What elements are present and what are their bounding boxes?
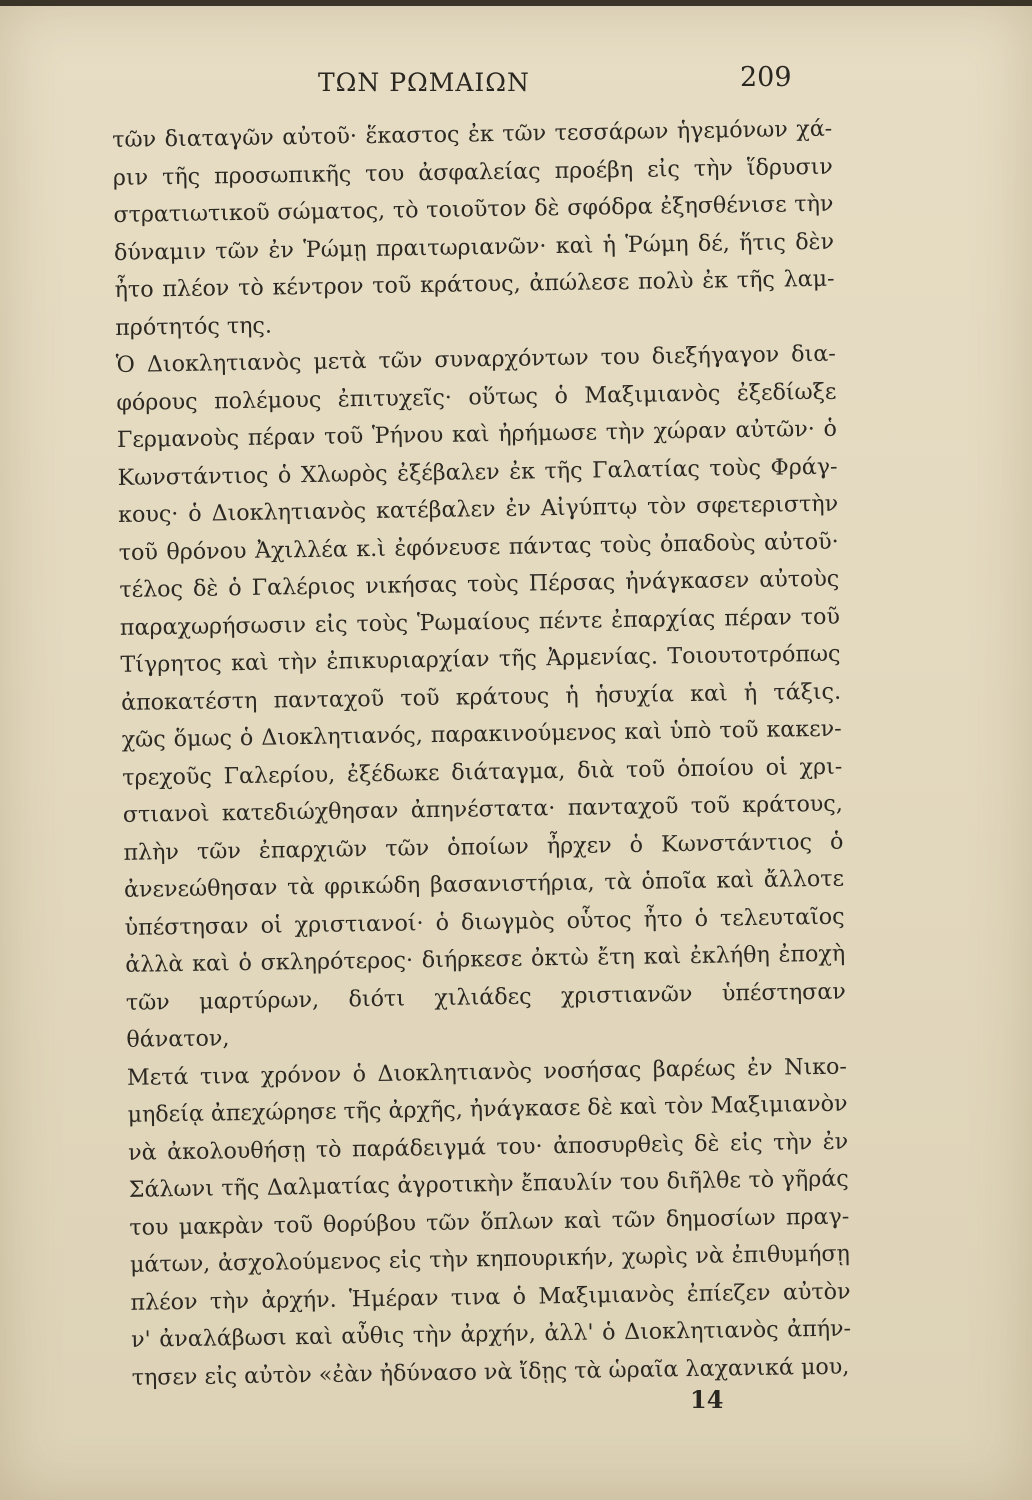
text-line: Κωνστάντιος ὁ Χλωρὸς ἐξέβαλεν ἐκ τῆς Γαλατίας τοὺς Φράγ-: [117, 453, 838, 491]
text-line: ριν τῆς προσωπικῆς του ἀσφαλείας προέβη εἰς τὴν ἵδρυσιν: [112, 153, 833, 191]
text-line: τῶν μαρτύρων, διότι χιλιάδες χριστιανῶν ὑπέστησαν: [125, 978, 846, 1016]
text-line: δύναμιν τῶν ἐν Ῥώμῃ πραιτωριανῶν· καὶ ἡ Ῥώμη δέ, ἥτις δὲν: [113, 228, 835, 266]
running-head-title: ΤΩΝ ΡΩΜΑΙΩΝ: [318, 68, 530, 97]
text-line: ἀποκατέστη πανταχοῦ τοῦ κράτους ἡ ἡσυχία καὶ ἡ τάξις.: [120, 678, 842, 716]
running-head: [0, 58, 1032, 98]
text-line: ἀλλὰ καὶ ὁ σκληρότερος· διήρκεσε ὀκτὼ ἔτη καὶ ἐκλήθη ἐποχὴ: [125, 940, 846, 978]
text-line: νὰ ἀκολουθήσῃ τὸ παράδειγμά του· ἀποσυρθεὶς δὲ εἰς τὴν ἐν: [127, 1128, 849, 1166]
text-line: παραχωρήσωσιν εἰς τοὺς Ῥωμαίους πέντε ἐπαρχίας πέραν τοῦ: [119, 603, 841, 641]
text-line: Γερμανοὺς πέραν τοῦ Ῥήνου καὶ ἠρήμωσε τὴν χώραν αὐτῶν· ὁ: [116, 415, 838, 453]
text-line: πρότητός της.: [115, 312, 273, 341]
page-number: 209: [740, 62, 792, 93]
text-line: ἀνενεώθησαν τὰ φρικώδη βασανιστήρια, τὰ ὁποῖα καὶ ἄλλοτε: [123, 865, 845, 903]
text-line: πλὴν τῶν ἐπαρχιῶν τῶν ὁποίων ἦρχεν ὁ Κωνστάντιος ὁ: [123, 828, 844, 866]
text-line: φόρους πολέμους ἐπιτυχεῖς· οὕτως ὁ Μαξιμιανὸς ἐξεδίωξε: [116, 378, 837, 416]
text-line: Ὁ Διοκλητιανὸς μετὰ τῶν συναρχόντων του διεξήγαγον δια-: [115, 340, 836, 378]
text-line: ὑπέστησαν οἱ χριστιανοί· ὁ διωγμὸς οὗτος ἦτο ὁ τελευταῖος: [124, 903, 845, 941]
text-line: θάνατον,: [126, 1025, 230, 1053]
text-line: μάτων, ἀσχολούμενος εἰς τὴν κηπουρικήν, χωρὶς νὰ ἐπιθυμήσῃ: [129, 1240, 851, 1278]
text-line: πλέον τὴν ἀρχήν. Ἡμέραν τινα ὁ Μαξιμιανὸς ἐπίεζεν αὐτὸν: [130, 1278, 851, 1316]
text-line: χῶς ὅμως ὁ Διοκλητιανός, παρακινούμενος καὶ ὑπὸ τοῦ κακεν-: [121, 715, 842, 753]
body-text: [112, 111, 852, 1397]
text-line: Σάλωνι τῆς Δαλματίας ἀγροτικὴν ἔπαυλίν του διῆλθε τὸ γῆράς: [128, 1165, 849, 1203]
text-line: τοῦ θρόνου Ἀχιλλέα κ.ὶ ἐφόνευσε πάντας τοὺς ὀπαδοὺς αὐτοῦ·: [118, 528, 839, 566]
signature-mark: 14: [690, 1385, 724, 1414]
text-line: τρεχοῦς Γαλερίου, ἐξέδωκε διάταγμα, διὰ τοῦ ὁποίου οἱ χρι-: [122, 753, 843, 791]
text-line: μηδείᾳ ἀπεχώρησε τῆς ἀρχῆς, ἠνάγκασε δὲ καὶ τὸν Μαξιμιανὸν: [127, 1090, 848, 1128]
text-line: ν' ἀναλάβωσι καὶ αὖθις τὴν ἀρχήν, ἀλλ' ὁ Διοκλητιανὸς ἀπήν-: [130, 1315, 852, 1353]
text-line: του μακρὰν τοῦ θορύβου τῶν ὅπλων καὶ τῶν δημοσίων πραγ-: [129, 1203, 850, 1241]
text-line: τησεν εἰς αὐτὸν «ἐὰν ἠδύνασο νὰ ἴδῃς τὰ ὡραῖα λαχανικά μου,: [131, 1353, 850, 1391]
text-line: κους· ὁ Διοκλητιανὸς κατέβαλεν ἐν Αἰγύπτῳ τὸν σφετεριστὴν: [117, 490, 839, 528]
text-line: ἦτο πλέον τὸ κέντρον τοῦ κράτους, ἀπώλεσε πολὺ ἐκ τῆς λαμ-: [114, 265, 835, 303]
text-line: τῶν διαταγῶν αὐτοῦ· ἕκαστος ἐκ τῶν τεσσάρων ἡγεμόνων χά-: [112, 115, 833, 153]
text-line: στιανοὶ κατεδιώχθησαν ἀπηνέστατα· πανταχοῦ τοῦ κράτους,: [122, 790, 844, 828]
page-top-edge: [0, 0, 1032, 6]
text-line: στρατιωτικοῦ σώματος, τὸ τοιοῦτον δὲ σφόδρα ἐξησθένισε τὴν: [113, 190, 834, 228]
text-line: Τίγρητος καὶ τὴν ἐπικυριαρχίαν τῆς Ἀρμενίας. Τοιουτοτρόπως: [120, 640, 841, 678]
text-line: Μετά τινα χρόνον ὁ Διοκλητιανὸς νοσήσας βαρέως ἐν Νικο-: [126, 1053, 848, 1091]
text-line: τέλος δὲ ὁ Γαλέριος νικήσας τοὺς Πέρσας ἠνάγκασεν αὐτοὺς: [119, 565, 840, 603]
